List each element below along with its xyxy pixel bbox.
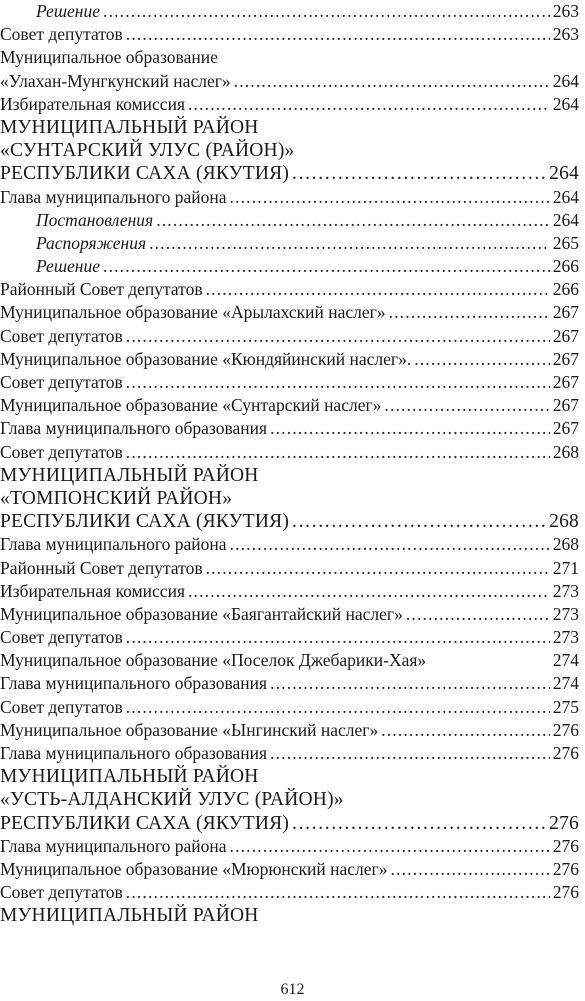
toc-entry [0,510,579,533]
toc-page-number: 267 [552,372,579,392]
toc-entry-label: Районный Совет депутатов [0,557,203,578]
toc-entry [0,301,579,324]
toc-entry [0,626,579,649]
toc-entry [0,46,579,69]
toc-page-number: 264 [552,93,579,114]
toc-entry-label: Глава муниципального образования [0,673,268,694]
section-heading: «ТОМПОНСКИЙ РАЙОН» [0,487,233,509]
toc-entry [0,858,579,881]
dot-leader [126,881,550,904]
toc-entry [0,742,579,765]
section-heading: РЕСПУБЛИКИ САХА (ЯКУТИЯ) [0,163,290,185]
dot-leader [270,672,550,695]
section-heading: МУНИЦИПАЛЬНЫЙ РАЙОН [0,905,259,927]
toc-entry-label: Муниципальное образование «Арылахский наслег» [0,302,386,323]
toc-entry [0,348,579,371]
toc-page-number: 264 [552,209,579,230]
toc-entry-label: Глава муниципального района [0,835,227,856]
dot-leader [389,301,550,324]
section-heading: «УСТЬ-АЛДАНСКИЙ УЛУС (РАЙОН)» [0,789,344,811]
toc-entry-label: Распоряжения [36,232,147,253]
dot-leader [103,255,550,278]
dot-leader [384,394,549,417]
toc-entry-label: Муниципальное образование «Сунтарский наслег» [0,395,382,416]
section-heading: «СУНТАРСКИЙ УЛУС (РАЙОН)» [0,140,295,162]
toc-entry [0,116,579,139]
dot-leader [230,186,550,209]
toc-page-number: 275 [552,696,579,717]
page-number: 612 [280,981,305,998]
toc-entry [0,371,579,394]
toc-entry [0,904,579,927]
toc-page-number: 267 [552,348,579,369]
dot-leader [156,209,550,232]
toc-entry [0,209,579,232]
toc-entry-label: Совет депутатов [0,372,123,392]
toc-page-number: 276 [549,812,579,834]
toc-entry-label: Совет депутатов [0,627,123,648]
toc-entry [0,464,579,487]
dot-leader [406,603,550,626]
dot-leader [206,557,550,580]
toc-entry-label: Муниципальное образование «Ынгинский наслег» [0,719,379,740]
dot-leader [292,162,546,185]
toc-entry [0,0,579,23]
toc-page-number: 266 [552,279,579,300]
toc-entry-label: Совет депутатов [0,696,123,717]
toc-page-number: 267 [552,418,579,439]
toc-entry [0,812,579,835]
section-heading: МУНИЦИПАЛЬНЫЙ РАЙОН [0,116,259,138]
toc-page-number: 266 [552,256,579,277]
toc-page-number: 268 [552,441,579,462]
toc-entry [0,881,579,904]
toc-entry [0,835,579,858]
dot-leader [103,0,550,23]
toc-entry-label: Совет депутатов [0,325,123,346]
toc-entry [0,788,579,811]
toc-page-number: 276 [552,743,579,763]
dot-leader [381,719,550,742]
toc-entry [0,93,579,116]
toc-page-number: 276 [552,835,579,856]
toc-entry [0,278,579,301]
toc-entry-label: Совет депутатов [0,882,123,903]
toc-entry [0,719,579,742]
toc-page-number: 276 [552,882,579,903]
toc-entry-label: Глава муниципального района [0,534,227,555]
toc-page-number: 271 [552,557,579,578]
dot-leader [391,858,550,881]
toc-page-number: 263 [552,24,579,45]
toc-page-number: 276 [552,858,579,879]
toc-entry [0,765,579,788]
toc-entry-label: «Улахан-Мунгкунский наслег» [0,70,231,91]
dot-leader [270,417,550,440]
toc-entry-label: Муниципальное образование [0,47,218,68]
dot-leader [292,812,546,835]
toc-entry-label: Избирательная комиссия [0,580,185,601]
section-heading: МУНИЦИПАЛЬНЫЙ РАЙОН [0,464,259,486]
toc-entry [0,417,579,440]
toc-page-number: 267 [552,395,579,416]
toc-entry [0,533,579,556]
dot-leader [270,742,550,765]
toc-entry-label: Муниципальное образование «Мюрюнский наслег» [0,858,388,879]
dot-leader [230,835,550,858]
toc-entry [0,394,579,417]
dot-leader [188,580,550,603]
toc-page-number: 263 [552,1,579,21]
section-heading: РЕСПУБЛИКИ САХА (ЯКУТИЯ) [0,812,290,834]
dot-leader [126,441,550,464]
section-heading: РЕСПУБЛИКИ САХА (ЯКУТИЯ) [0,511,290,533]
toc-entry-label: Постановления [36,209,154,230]
toc-page-number: 265 [552,232,579,253]
toc-entry-label: Муниципальное образование «Баягантайский наслег» [0,603,403,624]
toc-entry [0,232,579,255]
dot-leader [234,70,550,93]
toc-page-number: 267 [552,302,579,323]
toc-entry [0,557,579,580]
toc-entry [0,255,579,278]
toc-entry [0,139,579,162]
dot-leader [149,232,550,255]
toc-entry-label: Муниципальное образование «Поселок Джебарики-Хая» [0,650,427,671]
toc-page-number: 273 [552,580,579,601]
dot-leader [126,371,550,394]
toc-entry-label: Решение [36,256,101,277]
toc-entry-label: Муниципальное образование «Кюндяйинский наслег». [0,348,412,369]
toc-page-number: 268 [549,511,579,533]
toc-entry [0,325,579,348]
dot-leader [292,510,546,533]
toc-entry [0,441,579,464]
toc-page-number: 264 [552,70,579,91]
dot-leader [414,348,550,371]
toc-page-number: 264 [552,186,579,207]
toc-entry [0,23,579,46]
dot-leader [126,325,550,348]
toc-entry-label: Совет депутатов [0,441,123,462]
toc-entry-label: Районный Совет депутатов [0,279,203,300]
toc-entry-label: Совет депутатов [0,24,123,45]
toc-entry-label: Глава муниципального образования [0,743,268,763]
toc-page-number: 273 [552,627,579,648]
toc-page-number: 264 [549,163,579,185]
toc-page-number: 273 [552,603,579,624]
toc-entry [0,649,579,672]
dot-leader [188,93,550,116]
toc-entry [0,70,579,93]
toc-entry-label: Избирательная комиссия [0,93,185,114]
toc-entry [0,186,579,209]
toc-page-number: 267 [552,325,579,346]
toc-entry-label: Глава муниципального образования [0,418,268,439]
toc-entry-label: Решение [36,1,101,21]
toc-entry [0,162,579,185]
dot-leader [126,696,550,719]
dot-leader [126,23,550,46]
dot-leader [206,278,550,301]
toc-entry [0,603,579,626]
toc-entry [0,487,579,510]
dot-leader [230,533,550,556]
toc-entry [0,672,579,695]
section-heading: МУНИЦИПАЛЬНЫЙ РАЙОН [0,766,259,788]
toc-page-number: 274 [552,673,579,694]
toc-entry-label: Глава муниципального района [0,186,227,207]
toc-entry [0,580,579,603]
toc-page-number: 276 [552,719,579,740]
toc-page-number: 268 [552,534,579,555]
toc-page-number: 274 [552,650,579,671]
dot-leader [126,626,550,649]
toc-entry [0,696,579,719]
